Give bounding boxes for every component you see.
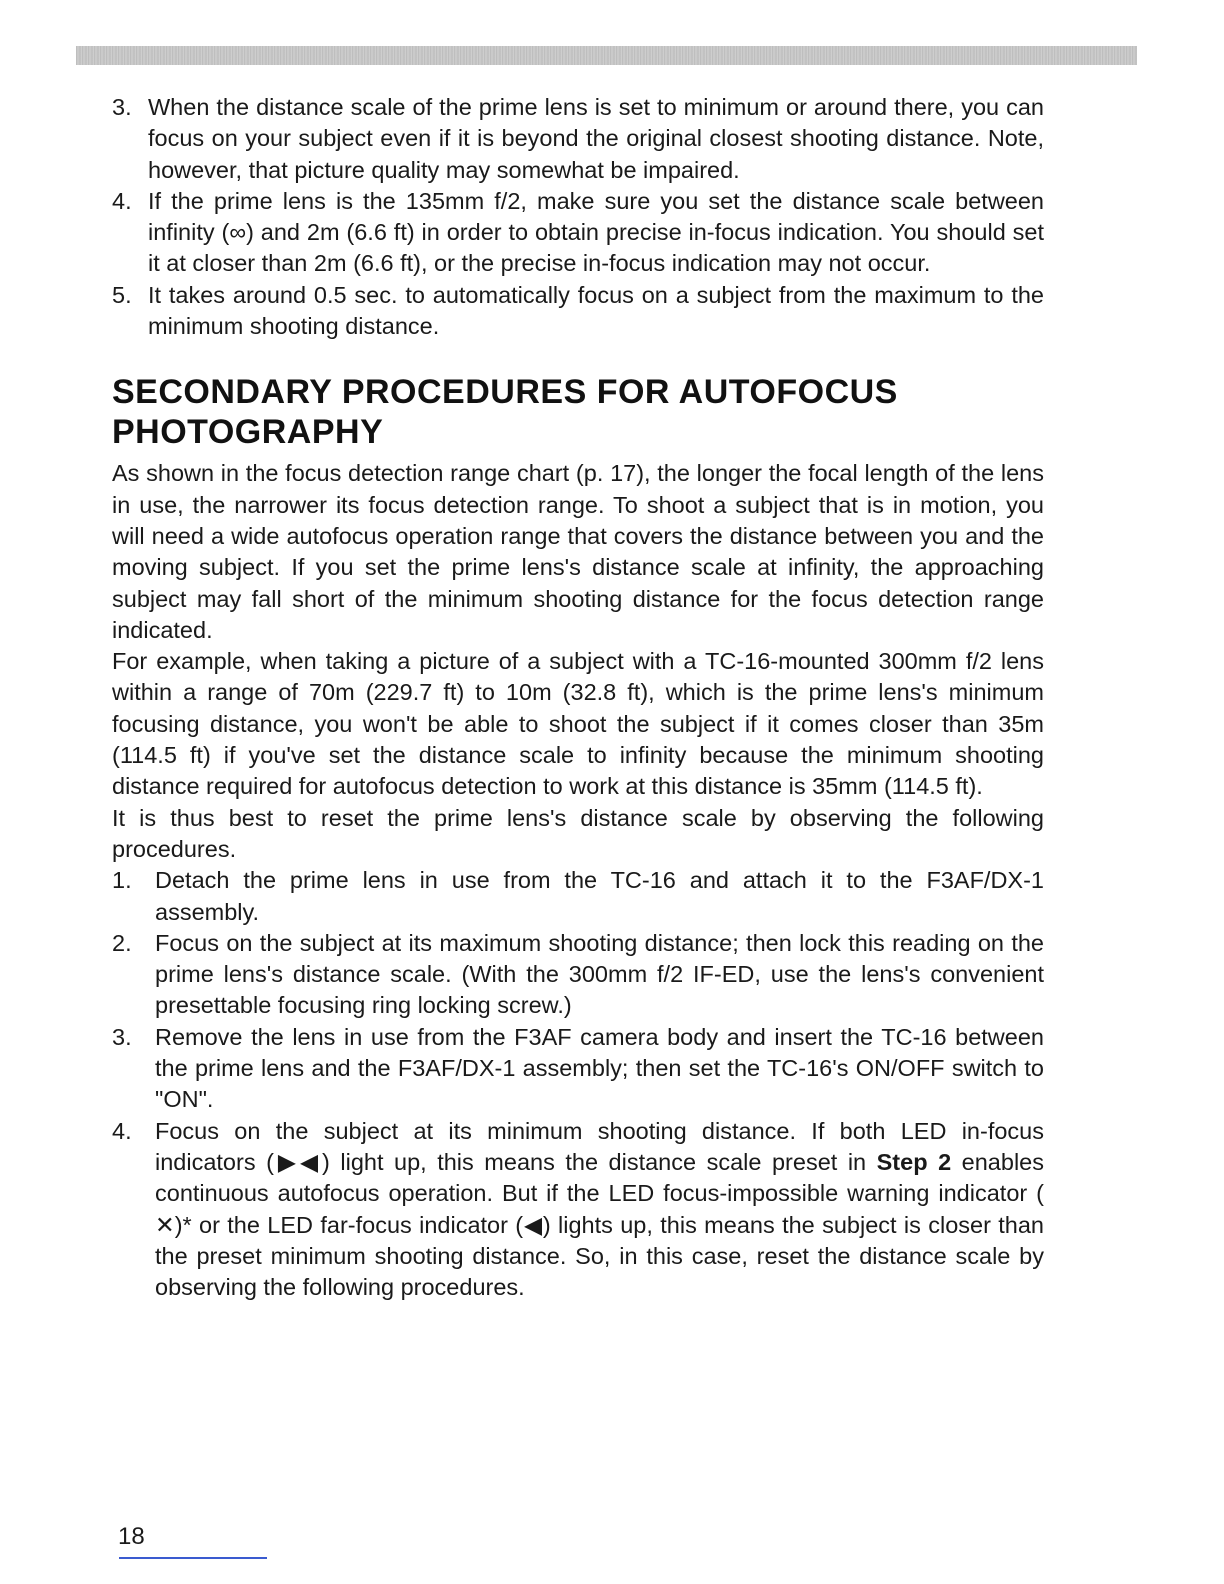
step-text: Focus on the subject at its maximum shooting distance; then lock this reading on the prime lens's distance scale. (With the 300mm f/2 IF-ED, use the lens's convenient presettable focusing ring locking screw.) bbox=[155, 929, 1044, 1019]
list-item-number: 4. bbox=[112, 187, 132, 214]
page-number: 18 bbox=[118, 1523, 145, 1550]
step-text: Detach the prime lens in use from the TC-16 and attach it to the F3AF/DX-1 assembly. bbox=[155, 867, 1044, 925]
step-reference: Step 2 bbox=[876, 1148, 952, 1175]
step-text-before: Focus on the subject at its minimum shooting distance. If both LED in-focus indicators (▶◀) light up, this means the distance scale preset in bbox=[155, 1117, 1044, 1175]
step-item bbox=[112, 1022, 1044, 1116]
list-item bbox=[112, 92, 1044, 186]
procedure-steps bbox=[112, 865, 1044, 1303]
step-number: 1. bbox=[112, 867, 132, 894]
paragraph-example: For example, when taking a picture of a subject with a TC-16-mounted 300mm f/2 lens within a range of 70m (229.7 ft) to 10m (32.8 ft), which is the prime lens's minimum focusing distance, you won't be able to shoot the subject if it comes closer than 35m (114.5 ft) if you've set the distance scale to infinity because the minimum shooting distance required for autofocus detection to work at this distance is 35mm (114.5 ft). bbox=[112, 648, 1044, 800]
list-item-number: 5. bbox=[112, 281, 132, 308]
step-text: Remove the lens in use from the F3AF camera body and insert the TC-16 between the prime lens and the F3AF/DX-1 assembly; then set the TC-16's ON/OFF switch to "ON". bbox=[155, 1023, 1044, 1113]
list-item-text: When the distance scale of the prime lens is set to minimum or around there, you can focus on your subject even if it is beyond the original closest shooting distance. Note, however, that picture quality may somewhat be impaired. bbox=[148, 94, 1044, 183]
header-bar bbox=[76, 46, 1137, 65]
step-item bbox=[112, 1116, 1044, 1304]
list-item-text: If the prime lens is the 135mm f/2, make sure you set the distance scale between infinity (∞) and 2m (6.6 ft) in order to obtain precise in-focus indication. You should set it at closer than 2m (6.6 ft), or the precise in-focus indication may not occur. bbox=[148, 187, 1044, 277]
step-number: 2. bbox=[112, 929, 132, 956]
section-heading: SECONDARY PROCEDURES FOR AUTOFOCUS PHOTOGRAPHY bbox=[112, 373, 898, 452]
footer-line bbox=[119, 1557, 267, 1559]
step-text-after: enables continuous autofocus operation. But if the LED focus-impossible warning indicator ( ✕)* or the LED far-focus indicator (◀) lights up, this means the subject is closer than the preset minimum shooting distance. So, in this case, reset the distance scale by observing the following procedures. bbox=[155, 1148, 1044, 1301]
step-item bbox=[112, 865, 1044, 928]
paragraph-procedures-intro: It is thus best to reset the prime lens's distance scale by observing the following procedures. bbox=[112, 804, 1044, 862]
list-item-text: It takes around 0.5 sec. to automatically focus on a subject from the maximum to the minimum shooting distance. bbox=[148, 281, 1044, 340]
notes-list bbox=[112, 92, 1044, 342]
paragraph-intro: As shown in the focus detection range chart (p. 17), the longer the focal length of the lens in use, the narrower its focus detection range. To shoot a subject that is in motion, you will need a wide autofocus operation range that covers the distance between you and the moving subject. If you set the prime lens's distance scale at infinity, the approaching subject may fall short of the minimum shooting distance for the focus detection range indicated. bbox=[112, 460, 1044, 643]
step-number: 3. bbox=[112, 1023, 132, 1050]
step-number: 4. bbox=[112, 1117, 132, 1144]
step-item bbox=[112, 928, 1044, 1022]
list-item bbox=[112, 186, 1044, 280]
list-item bbox=[112, 280, 1044, 343]
page-content bbox=[112, 92, 1044, 1303]
list-item-number: 3. bbox=[112, 94, 132, 120]
